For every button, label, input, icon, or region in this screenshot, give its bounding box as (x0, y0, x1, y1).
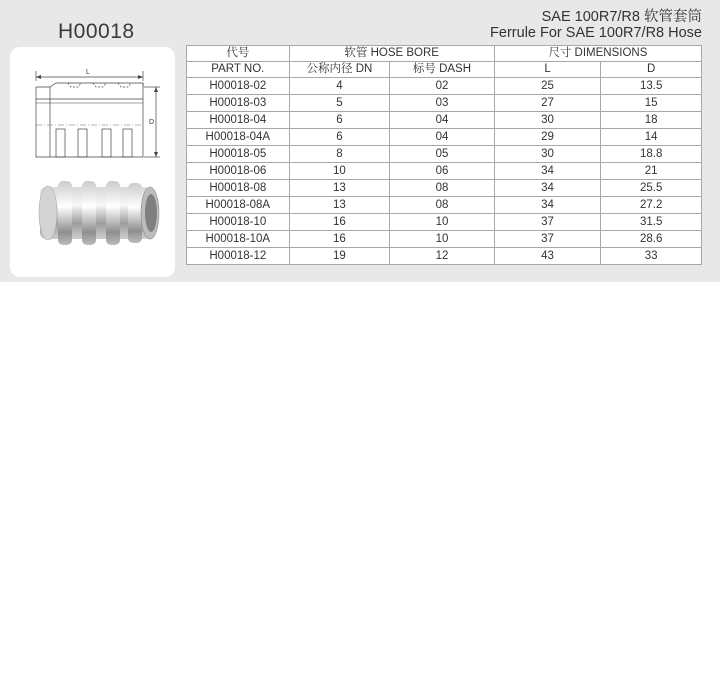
dn-cell: 13 (289, 197, 390, 214)
product-title-cn: SAE 100R7/R8 软管套筒 (541, 9, 702, 25)
length-cell: 30 (494, 146, 601, 163)
part-no-cell: H00018-10 (187, 214, 290, 231)
dn-cell: 6 (289, 129, 390, 146)
part-no-cell: H00018-04 (187, 112, 290, 129)
catalog-panel (0, 0, 720, 282)
part-no-cell: H00018-04A (187, 129, 290, 146)
part-no-cell: H00018-06 (187, 163, 290, 180)
dn-cell: 13 (289, 180, 390, 197)
dn-cell: 16 (289, 231, 390, 248)
table-row (187, 129, 702, 146)
table-row (187, 78, 702, 95)
length-cell: 43 (494, 248, 601, 265)
part-no-cell: H00018-05 (187, 146, 290, 163)
product-title (490, 9, 702, 41)
dn-cell: 8 (289, 146, 390, 163)
dn-header: 公称内径 DN (289, 62, 390, 78)
diameter-cell: 25.5 (601, 180, 702, 197)
dash-header: 标号 DASH (390, 62, 495, 78)
table-row (187, 112, 702, 129)
dash-cell: 06 (390, 163, 495, 180)
dn-cell: 4 (289, 78, 390, 95)
length-cell: 29 (494, 129, 601, 146)
part-no-header-en: PART NO. (187, 62, 290, 78)
drawing-card (10, 47, 175, 277)
diameter-cell: 15 (601, 95, 702, 112)
table-row (187, 231, 702, 248)
part-no-cell: H00018-02 (187, 78, 290, 95)
dash-cell: 10 (390, 231, 495, 248)
dash-cell: 02 (390, 78, 495, 95)
spec-table (186, 45, 702, 265)
product-code: H00018 (58, 20, 135, 43)
part-no-cell: H00018-03 (187, 95, 290, 112)
table-row (187, 197, 702, 214)
dash-cell: 04 (390, 129, 495, 146)
part-no-cell: H00018-08 (187, 180, 290, 197)
dash-cell: 08 (390, 180, 495, 197)
dash-cell: 08 (390, 197, 495, 214)
dn-cell: 19 (289, 248, 390, 265)
dash-cell: 03 (390, 95, 495, 112)
header-row-top (187, 46, 702, 62)
length-cell: 25 (494, 78, 601, 95)
dn-cell: 6 (289, 112, 390, 129)
part-no-header-cn: 代号 (187, 46, 290, 62)
length-header: L (494, 62, 601, 78)
dimensions-header: 尺寸 DIMENSIONS (494, 46, 701, 62)
table-row (187, 146, 702, 163)
table-row (187, 163, 702, 180)
diameter-cell: 33 (601, 248, 702, 265)
dn-cell: 10 (289, 163, 390, 180)
dash-cell: 05 (390, 146, 495, 163)
dash-cell: 04 (390, 112, 495, 129)
length-cell: 34 (494, 180, 601, 197)
diameter-cell: 18.8 (601, 146, 702, 163)
diameter-cell: 31.5 (601, 214, 702, 231)
part-no-cell: H00018-10A (187, 231, 290, 248)
diameter-cell: 13.5 (601, 78, 702, 95)
length-cell: 37 (494, 231, 601, 248)
table-row (187, 180, 702, 197)
part-no-cell: H00018-12 (187, 248, 290, 265)
table-row (187, 248, 702, 265)
length-cell: 34 (494, 163, 601, 180)
diameter-cell: 21 (601, 163, 702, 180)
product-title-en: Ferrule For SAE 100R7/R8 Hose (490, 25, 702, 41)
ferrule-section-view (36, 83, 143, 157)
length-cell: 34 (494, 197, 601, 214)
diameter-cell: 27.2 (601, 197, 702, 214)
header-row-sub (187, 62, 702, 78)
dash-cell: 10 (390, 214, 495, 231)
dn-cell: 16 (289, 214, 390, 231)
dash-cell: 12 (390, 248, 495, 265)
diameter-cell: 14 (601, 129, 702, 146)
length-label: L (86, 69, 90, 76)
hose-bore-header: 软管 HOSE BORE (289, 46, 494, 62)
diameter-label: D (149, 119, 155, 126)
table-row (187, 95, 702, 112)
diameter-cell: 18 (601, 112, 702, 129)
length-cell: 30 (494, 112, 601, 129)
diameter-header: D (601, 62, 702, 78)
part-no-cell: H00018-08A (187, 197, 290, 214)
ferrule-product-image (39, 181, 159, 245)
diameter-cell: 28.6 (601, 231, 702, 248)
length-cell: 27 (494, 95, 601, 112)
ferrule-technical-drawing (10, 47, 175, 277)
length-cell: 37 (494, 214, 601, 231)
table-row (187, 214, 702, 231)
dn-cell: 5 (289, 95, 390, 112)
